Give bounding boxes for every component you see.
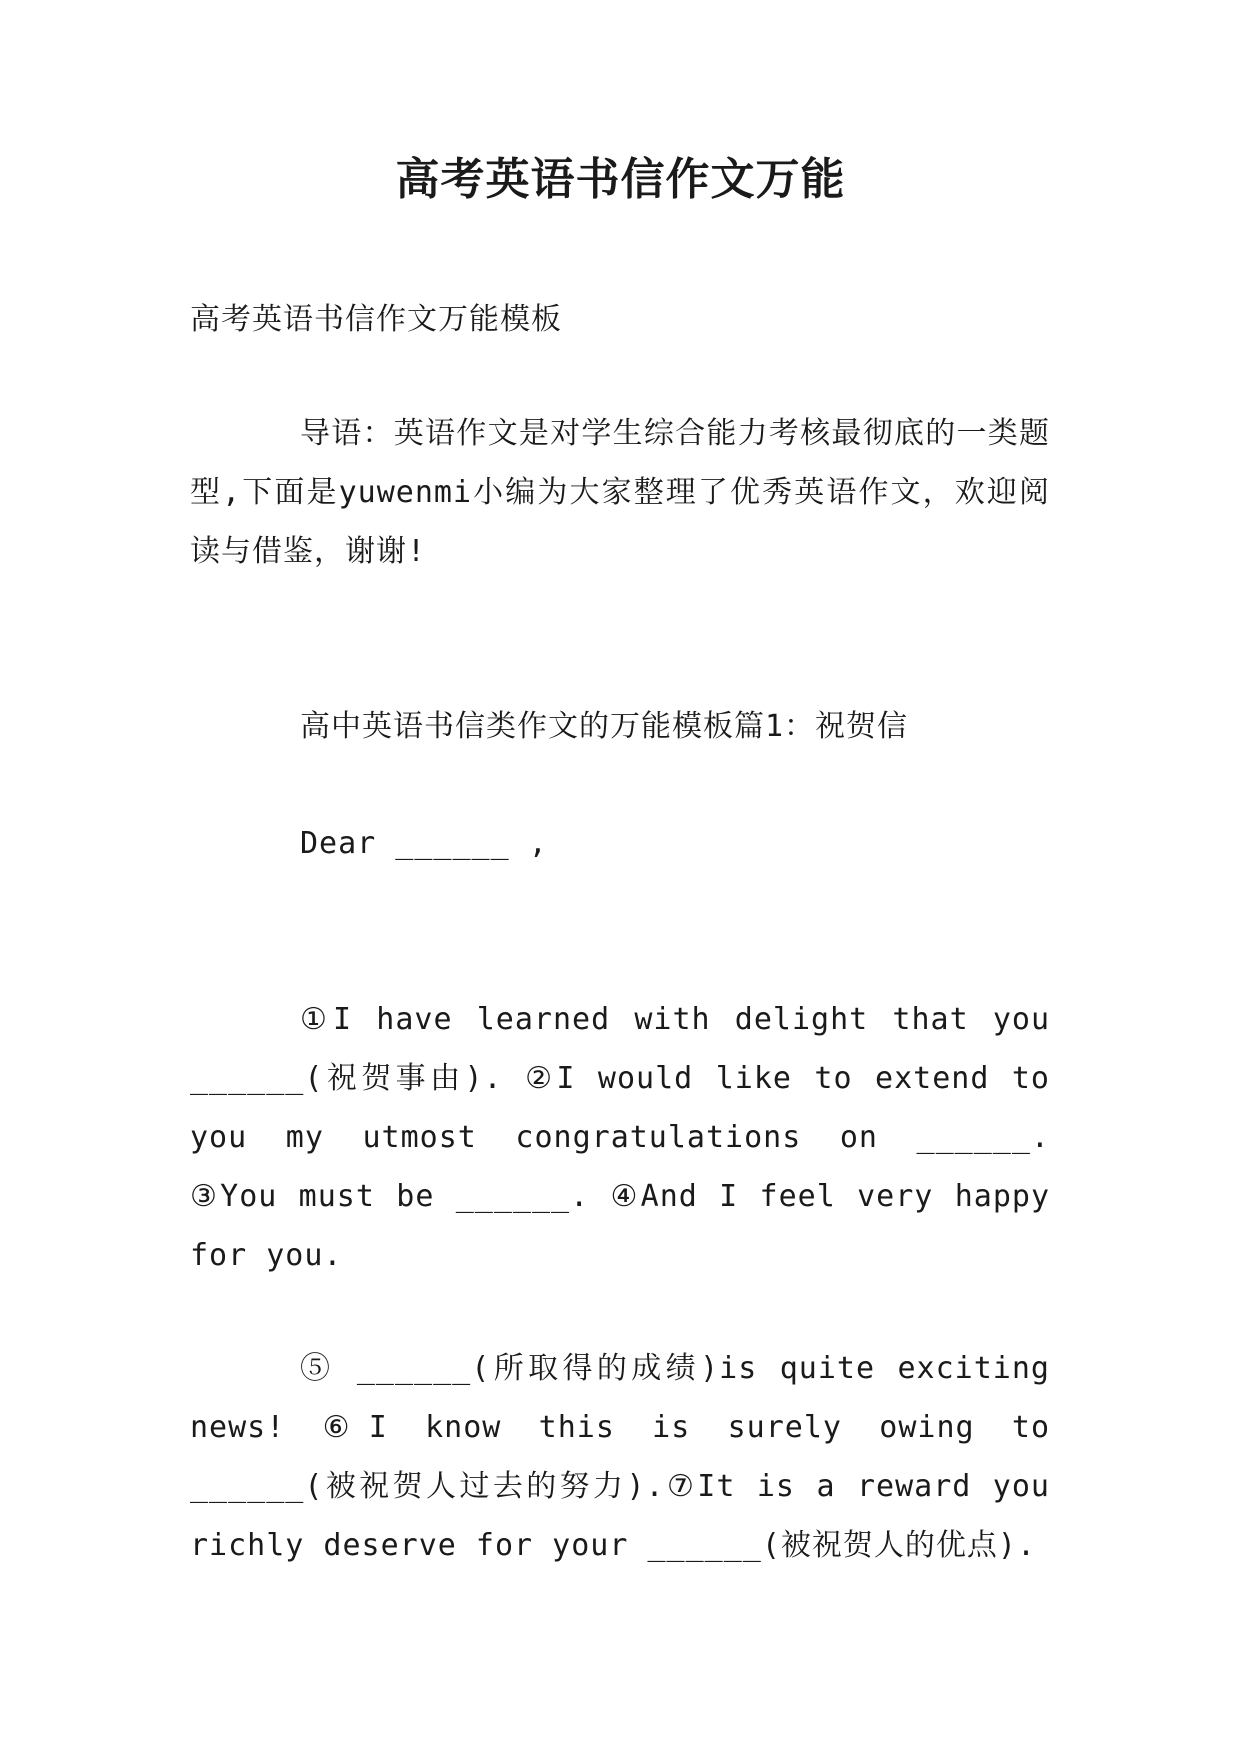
letter-salutation: Dear ______ , <box>300 826 548 861</box>
letter-paragraph-1: ①I have learned with delight that you ______(祝贺事由). ②I would like to extend to you my utmost congratulations on ______. ③You must be ______. ④And I feel very happy for you. <box>190 1002 1050 1273</box>
letter-paragraph-2: ⑤ ______(所取得的成绩)is quite exciting news! ⑥I know this is surely owing to ______(被祝贺人过去的努力).⑦It is a reward you richly deserve for your ______(被祝贺人的优点). <box>190 1351 1050 1563</box>
section-heading: 高中英语书信类作文的万能模板篇1：祝贺信 <box>300 709 909 744</box>
intro-paragraph: 导语：英语作文是对学生综合能力考核最彻底的一类题型,下面是yuwenmi小编为大家整理了优秀英语作文，欢迎阅读与借鉴，谢谢! <box>190 416 1050 569</box>
document-title: 高考英语书信作文万能 <box>395 154 846 205</box>
document-subtitle: 高考英语书信作文万能模板 <box>190 302 562 337</box>
